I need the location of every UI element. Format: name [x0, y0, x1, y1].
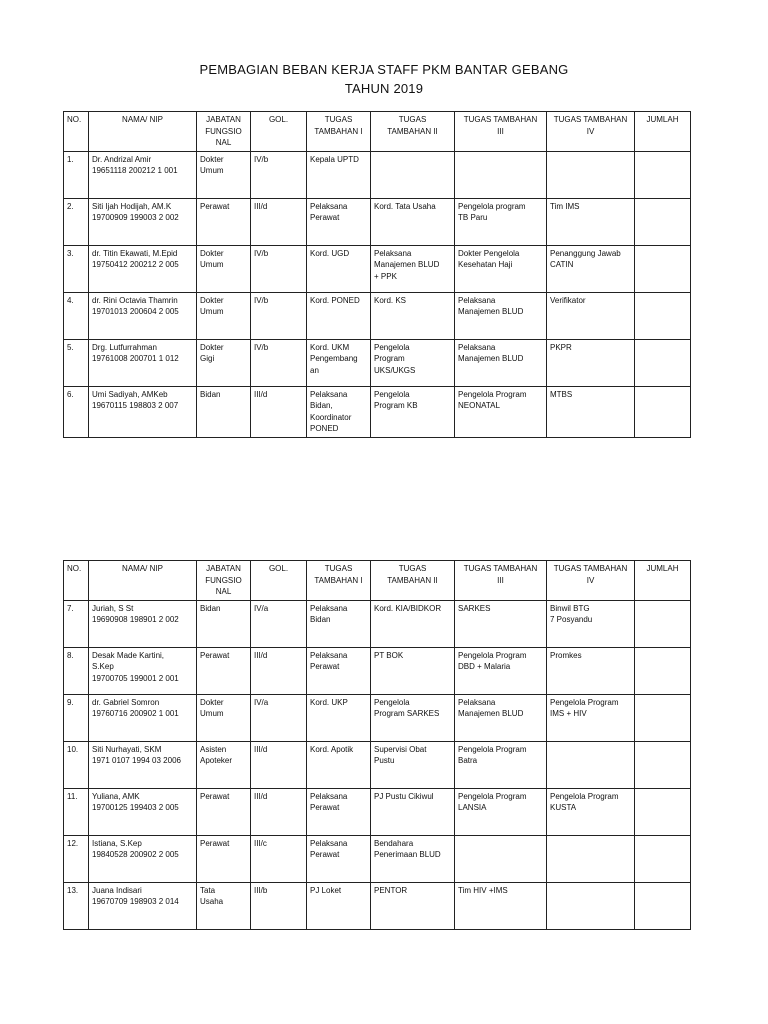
cell-nama-nip: dr. Gabriel Somron 19760716 200902 1 001 [89, 694, 197, 741]
cell-nama-nip: dr. Rini Octavia Thamrin 19701013 200604 2 005 [89, 292, 197, 339]
cell-jumlah [635, 600, 691, 647]
header-no: NO. [64, 561, 89, 601]
header-jabatan: JABATAN FUNGSIO NAL [197, 112, 251, 152]
cell-jabatan: Dokter Umum [197, 694, 251, 741]
table-row [64, 600, 691, 647]
cell-no: 5. [64, 339, 89, 386]
cell-nama-nip: dr. Titin Ekawati, M.Epid 19750412 200212 2 005 [89, 245, 197, 292]
cell-tugas-2: Kord. KIA/BIDKOR [371, 600, 455, 647]
cell-tugas-2: Pengelola Program UKS/UKGS [371, 339, 455, 386]
cell-nama-nip: Istiana, S.Kep 19840528 200902 2 005 [89, 835, 197, 882]
cell-nama-nip: Dr. Andrizal Amir 19651118 200212 1 001 [89, 151, 197, 198]
cell-tugas-4: Promkes [547, 647, 635, 694]
header-jumlah: JUMLAH [635, 112, 691, 152]
cell-tugas-3: Tim HIV +IMS [455, 882, 547, 929]
cell-tugas-1: PJ Loket [307, 882, 371, 929]
cell-tugas-3: Pengelola Program DBD + Malaria [455, 647, 547, 694]
cell-jabatan: Asisten Apoteker [197, 741, 251, 788]
table-row [64, 339, 691, 386]
cell-tugas-4 [547, 741, 635, 788]
cell-nama-nip: Juriah, S St 19690908 198901 2 002 [89, 600, 197, 647]
cell-tugas-3 [455, 151, 547, 198]
header-nama-nip: NAMA/ NIP [89, 112, 197, 152]
cell-jumlah [635, 198, 691, 245]
cell-jabatan: Dokter Umum [197, 292, 251, 339]
cell-jabatan: Dokter Gigi [197, 339, 251, 386]
cell-tugas-1: Kord. Apotik [307, 741, 371, 788]
cell-tugas-1: Pelaksana Bidan, Koordinator PONED [307, 386, 371, 437]
cell-tugas-1: Kord. UKM Pengembang an [307, 339, 371, 386]
cell-tugas-2: PJ Pustu Cikiwul [371, 788, 455, 835]
cell-gol: IV/a [251, 694, 307, 741]
header-tugas-3: TUGAS TAMBAHAN III [455, 561, 547, 601]
cell-tugas-4: PKPR [547, 339, 635, 386]
cell-jumlah [635, 788, 691, 835]
cell-no: 10. [64, 741, 89, 788]
cell-tugas-3: Pengelola Program LANSIA [455, 788, 547, 835]
table-row [64, 882, 691, 929]
cell-tugas-4 [547, 882, 635, 929]
cell-tugas-2: Pengelola Program SARKES [371, 694, 455, 741]
cell-tugas-1: Pelaksana Perawat [307, 647, 371, 694]
header-tugas-3: TUGAS TAMBAHAN III [455, 112, 547, 152]
cell-no: 4. [64, 292, 89, 339]
header-tugas-1: TUGAS TAMBAHAN I [307, 561, 371, 601]
cell-jabatan: Bidan [197, 600, 251, 647]
cell-jabatan: Perawat [197, 198, 251, 245]
cell-no: 9. [64, 694, 89, 741]
cell-jumlah [635, 339, 691, 386]
cell-tugas-3: Dokter Pengelola Kesehatan Haji [455, 245, 547, 292]
cell-jumlah [635, 741, 691, 788]
cell-tugas-1: Kord. UKP [307, 694, 371, 741]
cell-tugas-3: Pengelola Program Batra [455, 741, 547, 788]
table-row [64, 151, 691, 198]
table-row [64, 647, 691, 694]
cell-nama-nip: Siti Nurhayati, SKM 1971 0107 1994 03 2006 [89, 741, 197, 788]
cell-nama-nip: Yuliana, AMK 19700125 199403 2 005 [89, 788, 197, 835]
cell-jabatan: Perawat [197, 647, 251, 694]
cell-no: 2. [64, 198, 89, 245]
cell-tugas-2: PENTOR [371, 882, 455, 929]
table-row [64, 245, 691, 292]
cell-tugas-1: Pelaksana Perawat [307, 835, 371, 882]
table-header-row [64, 561, 691, 601]
cell-no: 7. [64, 600, 89, 647]
cell-nama-nip: Juana Indisari 19670709 198903 2 014 [89, 882, 197, 929]
table-row [64, 788, 691, 835]
cell-jabatan: Bidan [197, 386, 251, 437]
cell-tugas-2: Pelaksana Manajemen BLUD + PPK [371, 245, 455, 292]
cell-gol: IV/b [251, 339, 307, 386]
table-row [64, 386, 691, 437]
cell-tugas-2 [371, 151, 455, 198]
cell-gol: III/b [251, 882, 307, 929]
cell-no: 11. [64, 788, 89, 835]
cell-tugas-4: MTBS [547, 386, 635, 437]
cell-nama-nip: Umi Sadiyah, AMKeb 19670115 198803 2 007 [89, 386, 197, 437]
cell-no: 8. [64, 647, 89, 694]
header-nama-nip: NAMA/ NIP [89, 561, 197, 601]
cell-gol: IV/b [251, 245, 307, 292]
cell-gol: IV/b [251, 292, 307, 339]
cell-jabatan: Dokter Umum [197, 245, 251, 292]
header-tugas-1: TUGAS TAMBAHAN I [307, 112, 371, 152]
cell-tugas-2: Kord. Tata Usaha [371, 198, 455, 245]
cell-tugas-4: Pengelola Program KUSTA [547, 788, 635, 835]
cell-tugas-4 [547, 151, 635, 198]
cell-tugas-3: Pelaksana Manajemen BLUD [455, 339, 547, 386]
header-tugas-2: TUGAS TAMBAHAN II [371, 561, 455, 601]
cell-jumlah [635, 292, 691, 339]
workload-table-2 [63, 560, 691, 930]
table-row [64, 292, 691, 339]
cell-tugas-1: Kord. PONED [307, 292, 371, 339]
cell-nama-nip: Desak Made Kartini, S.Kep 19700705 199001 2 001 [89, 647, 197, 694]
cell-tugas-2: Bendahara Penerimaan BLUD [371, 835, 455, 882]
cell-no: 3. [64, 245, 89, 292]
cell-tugas-3: Pelaksana Manajemen BLUD [455, 694, 547, 741]
table-header-row [64, 112, 691, 152]
cell-tugas-3: SARKES [455, 600, 547, 647]
header-gol: GOL. [251, 112, 307, 152]
cell-gol: IV/a [251, 600, 307, 647]
cell-no: 1. [64, 151, 89, 198]
document-title [0, 60, 768, 98]
cell-gol: III/d [251, 788, 307, 835]
title-line-2: TAHUN 2019 [344, 81, 424, 96]
cell-tugas-1: Pelaksana Perawat [307, 198, 371, 245]
cell-gol: III/d [251, 386, 307, 437]
cell-jumlah [635, 835, 691, 882]
cell-no: 6. [64, 386, 89, 437]
cell-no: 12. [64, 835, 89, 882]
cell-tugas-2: Kord. KS [371, 292, 455, 339]
cell-jabatan: Perawat [197, 835, 251, 882]
cell-no: 13. [64, 882, 89, 929]
cell-gol: III/d [251, 741, 307, 788]
cell-gol: III/c [251, 835, 307, 882]
header-jabatan: JABATAN FUNGSIO NAL [197, 561, 251, 601]
cell-tugas-3: Pengelola program TB Paru [455, 198, 547, 245]
workload-table-1 [63, 111, 691, 438]
header-gol: GOL. [251, 561, 307, 601]
cell-jumlah [635, 386, 691, 437]
cell-gol: III/d [251, 647, 307, 694]
cell-jumlah [635, 694, 691, 741]
table-row [64, 198, 691, 245]
header-no: NO. [64, 112, 89, 152]
cell-tugas-4: Tim IMS [547, 198, 635, 245]
cell-tugas-2: PT BOK [371, 647, 455, 694]
cell-tugas-4 [547, 835, 635, 882]
cell-jabatan: Perawat [197, 788, 251, 835]
cell-tugas-2: Supervisi Obat Pustu [371, 741, 455, 788]
cell-tugas-2: Pengelola Program KB [371, 386, 455, 437]
cell-tugas-4: Verifikator [547, 292, 635, 339]
cell-tugas-3: Pelaksana Manajemen BLUD [455, 292, 547, 339]
cell-tugas-4: Penanggung Jawab CATIN [547, 245, 635, 292]
cell-tugas-4: Binwil BTG 7 Posyandu [547, 600, 635, 647]
cell-jumlah [635, 151, 691, 198]
header-tugas-4: TUGAS TAMBAHAN IV [547, 112, 635, 152]
table-row [64, 835, 691, 882]
cell-tugas-3 [455, 835, 547, 882]
cell-tugas-1: Kord. UGD [307, 245, 371, 292]
cell-tugas-4: Pengelola Program IMS + HIV [547, 694, 635, 741]
cell-jabatan: Dokter Umum [197, 151, 251, 198]
cell-jumlah [635, 882, 691, 929]
cell-tugas-3: Pengelola Program NEONATAL [455, 386, 547, 437]
cell-gol: IV/b [251, 151, 307, 198]
header-jumlah: JUMLAH [635, 561, 691, 601]
title-line-1: PEMBAGIAN BEBAN KERJA STAFF PKM BANTAR GEBANG [199, 62, 569, 77]
cell-jumlah [635, 647, 691, 694]
header-tugas-4: TUGAS TAMBAHAN IV [547, 561, 635, 601]
table-row [64, 694, 691, 741]
cell-nama-nip: Drg. Lutfurrahman 19761008 200701 1 012 [89, 339, 197, 386]
cell-tugas-1: Kepala UPTD [307, 151, 371, 198]
cell-gol: III/d [251, 198, 307, 245]
cell-nama-nip: Siti Ijah Hodijah, AM.K 19700909 199003 2 002 [89, 198, 197, 245]
table-row [64, 741, 691, 788]
header-tugas-2: TUGAS TAMBAHAN II [371, 112, 455, 152]
cell-tugas-1: Pelaksana Perawat [307, 788, 371, 835]
cell-jumlah [635, 245, 691, 292]
cell-tugas-1: Pelaksana Bidan [307, 600, 371, 647]
cell-jabatan: Tata Usaha [197, 882, 251, 929]
